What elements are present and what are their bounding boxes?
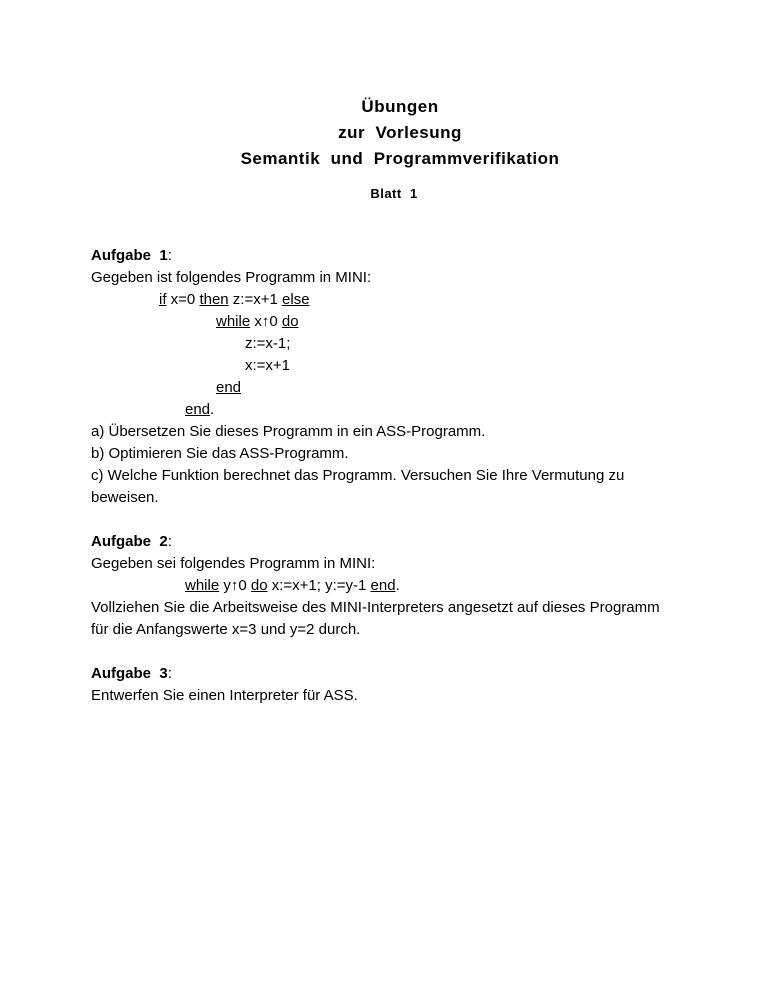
keyword-end: end	[185, 401, 211, 418]
task1-code-if-line: if x=0 then z:=x+1 else	[159, 291, 310, 308]
task2-heading: Aufgabe 2:	[91, 533, 172, 550]
task1-part-b: b) Optimieren Sie das ASS-Programm.	[91, 445, 349, 462]
title-line-2: zur Vorlesung	[338, 123, 462, 142]
task2-code-line: while y↑0 do x:=x+1; y:=y-1 end.	[185, 577, 400, 594]
keyword-while: while	[185, 577, 220, 594]
task1-code-end-inner	[91, 377, 711, 399]
task1-code-stmt2: x:=x+1	[245, 357, 291, 374]
keyword-else: else	[282, 291, 310, 308]
task3-text: Entwerfen Sie einen Interpreter für ASS.	[91, 687, 358, 704]
task1-heading: Aufgabe 1:	[91, 247, 172, 264]
task3-heading: Aufgabe 3:	[91, 665, 172, 682]
sheet-number: Blatt 1	[370, 186, 418, 201]
keyword-then: then	[199, 291, 229, 308]
keyword-while: while	[216, 313, 251, 330]
task1-part-a: a) Übersetzen Sie dieses Programm in ein ASS-Programm.	[91, 423, 486, 440]
task2-intro: Gegeben sei folgendes Programm in MINI:	[91, 555, 376, 572]
task2-text-line2: für die Anfangswerte x=3 und y=2 durch.	[91, 621, 361, 638]
task1-code-stmt1: z:=x-1;	[245, 335, 291, 352]
title-line-3: Semantik und Programmverifikation	[240, 149, 560, 168]
task1-code-while-line: while x↑0 do	[216, 313, 299, 330]
task1-part-c-line2: beweisen.	[91, 489, 159, 506]
keyword-do: do	[250, 577, 268, 594]
title-line-1: Übungen	[361, 97, 439, 116]
keyword-end: end	[370, 577, 396, 594]
keyword-if: if	[159, 291, 167, 308]
task1-code-end-outer: end.	[185, 401, 215, 418]
keyword-do: do	[281, 313, 299, 330]
keyword-end: end	[216, 379, 242, 396]
task2-text-line1: Vollziehen Sie die Arbeitsweise des MINI-Interpreters angesetzt auf dieses Programm	[91, 599, 660, 616]
exercise-content	[91, 245, 711, 707]
task1-part-c-line1: c) Welche Funktion berechnet das Programm. Versuchen Sie Ihre Vermutung zu	[91, 467, 625, 484]
document-title	[0, 94, 768, 172]
task1-intro: Gegeben ist folgendes Programm in MINI:	[91, 269, 372, 286]
